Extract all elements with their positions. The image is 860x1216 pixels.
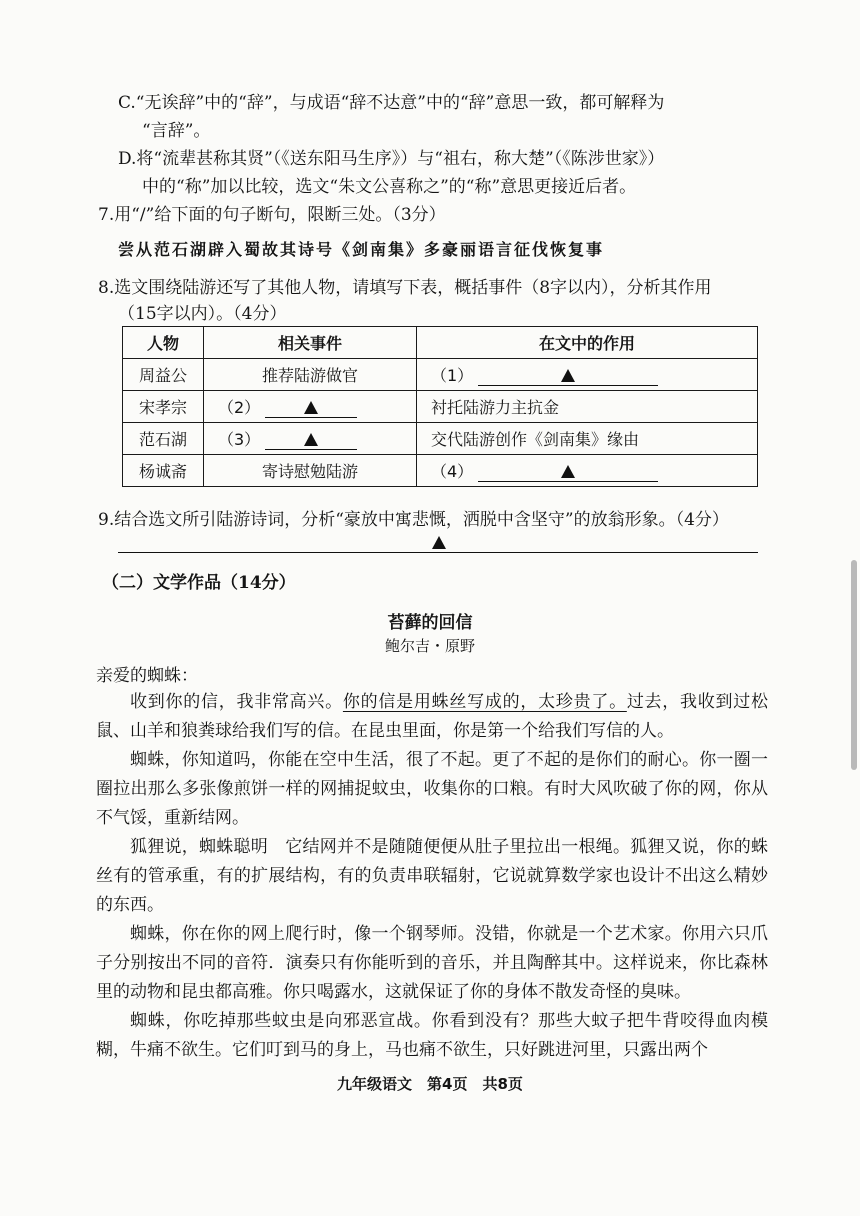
triangle-marker-icon: [561, 465, 575, 478]
table-header-role: 在文中的作用: [417, 327, 758, 359]
table-cell-event: 寄诗慰勉陆游: [204, 455, 417, 487]
letter-salutation: 亲爱的蜘蛛：: [96, 666, 198, 686]
question-8-table: [122, 326, 758, 487]
table-cell-person: 杨诚斋: [123, 455, 204, 487]
blank-number: （2）: [218, 398, 261, 417]
article-title: 苔藓的回信: [387, 613, 473, 633]
paragraph-2: 蜘蛛，你知道吗，你能在空中生活，很了不起。更了不起的是你们的耐心。你一圈一圈拉出那么多张像煎饼一样的网捕捉蚊虫，收集你的口粮。有时大风吹破了你的网，你从不气馁，重新结网。: [96, 750, 768, 828]
underlined-sentence: 你的信是用蛛丝写成的，太珍贵了。: [342, 692, 627, 712]
triangle-marker-icon: [561, 369, 575, 382]
table-cell-event: [204, 391, 417, 423]
answer-blank[interactable]: [265, 399, 357, 418]
question-7-sentence: 尝从范石湖辟入蜀故其诗号《剑南集》多豪丽语言征伐恢复事: [118, 240, 605, 259]
answer-line[interactable]: [118, 552, 758, 553]
option-c-line2: “言辞”。: [142, 121, 211, 141]
paragraph-5: 蜘蛛，你吃掉那些蚊虫是向邪恶宣战。你看到没有？那些大蚊子把牛背咬得血肉模糊，牛痛不欲生。它们叮到马的身上，马也痛不欲生，只好跳进河里，只露出两个: [96, 1011, 768, 1060]
question-8-prompt-line1: 8.选文围绕陆游还写了其他人物，请填写下表，概括事件（8字以内），分析其作用: [98, 278, 712, 298]
scrollbar-thumb[interactable]: [851, 560, 857, 770]
article-author: 鲍尔吉・原野: [384, 637, 475, 655]
blank-number: （1）: [431, 366, 474, 385]
section-heading: （二）文学作品（14分）: [102, 573, 296, 593]
paragraph-3: 狐狸说，蜘蛛聪明 它结网并不是随随便便从肚子里拉出一根绳。狐狸又说，你的蛛丝有的管承重，有的扩展结构，有的负责串联辐射，它说就算数学家也设计不出这么精妙的东西。: [96, 837, 768, 915]
triangle-marker-icon: [304, 433, 318, 446]
question-9-prompt: 9.结合选文所引陆游诗词，分析“豪放中寓悲慨，洒脱中含坚守”的放翁形象。（4分）: [98, 510, 729, 530]
table-cell-role: 衬托陆游力主抗金: [417, 391, 758, 423]
triangle-marker-icon: [304, 401, 318, 414]
table-header-event: 相关事件: [204, 327, 417, 359]
page-footer: 九年级语文 第4页 共8页: [337, 1075, 523, 1093]
table-header-person: 人物: [123, 327, 204, 359]
table-row: [123, 455, 758, 487]
table-cell-role: [417, 359, 758, 391]
question-8-prompt-line2: （15字以内）。（4分）: [118, 304, 287, 324]
table-cell-person: 范石湖: [123, 423, 204, 455]
blank-number: （4）: [431, 462, 474, 481]
triangle-marker-icon: [432, 536, 446, 549]
table-cell-role: [417, 455, 758, 487]
option-d-line2: 中的“称”加以比较，选文“朱文公喜称之”的“称”意思更接近后者。: [142, 177, 637, 197]
table-cell-person: 周益公: [123, 359, 204, 391]
table-cell-role: 交代陆游创作《剑南集》缘由: [417, 423, 758, 455]
table-cell-event: 推荐陆游做官: [204, 359, 417, 391]
question-7-prompt: 7.用“/”给下面的句子断句，限断三处。（3分）: [98, 205, 446, 225]
paragraph-1: 收到你的信，我非常高兴。你的信是用蛛丝写成的，太珍贵了。过去，我收到过松鼠、山羊和狼粪球给我们写的信。在昆虫里面，你是第一个给我们写信的人。: [96, 692, 769, 741]
paragraph-4: 蜘蛛，你在你的网上爬行时，像一个钢琴师。没错，你就是一个艺术家。你用六只爪子分别按出不同的音符．演奏只有你能听到的音乐，并且陶醉其中。这样说来，你比森林里的动物和昆虫都高雅。你只喝露水，这就保证了你的身体不散发奇怪的臭味。: [96, 924, 768, 1002]
table-row: [123, 391, 758, 423]
table-row: [123, 423, 758, 455]
table-cell-person: 宋孝宗: [123, 391, 204, 423]
option-d-line1: D.将“流辈甚称其贤”（《送东阳马生序》）与“祖右，称大楚”（《陈涉世家》）: [118, 149, 665, 169]
option-c-line1: C.“无诶辞”中的“辞”，与成语“辞不达意”中的“辞”意思一致，都可解释为: [118, 93, 665, 113]
answer-blank[interactable]: [478, 463, 658, 482]
table-cell-event: [204, 423, 417, 455]
blank-number: （3）: [218, 430, 261, 449]
answer-blank[interactable]: [478, 367, 658, 386]
answer-blank[interactable]: [265, 431, 357, 450]
table-row: [123, 359, 758, 391]
